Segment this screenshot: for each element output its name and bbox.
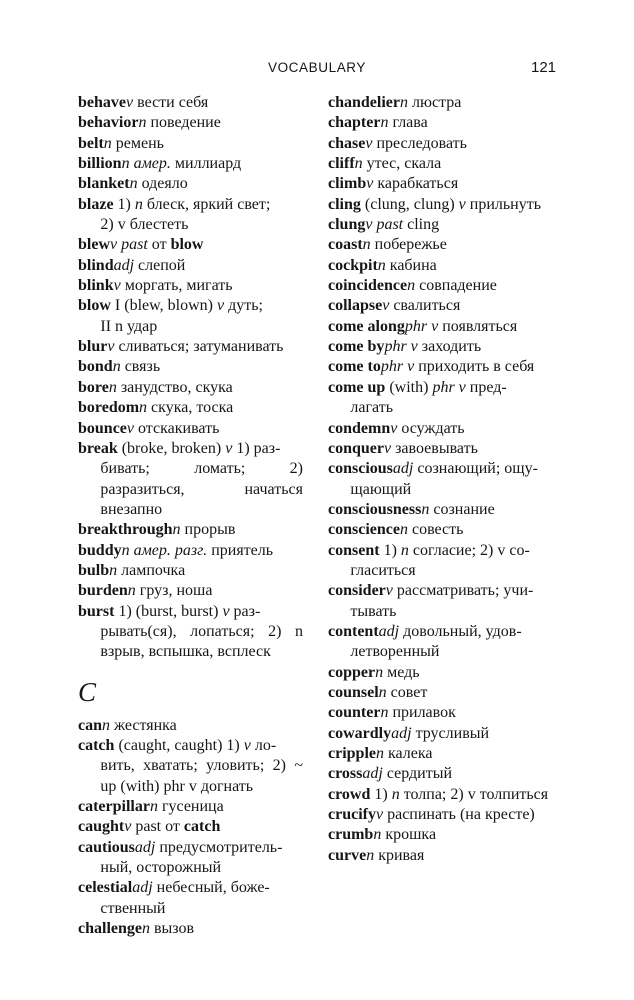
translation: связь — [120, 358, 161, 376]
grammar-label: v — [216, 297, 225, 315]
headword: cling — [328, 195, 361, 213]
translation: вызов — [150, 920, 195, 938]
translation: прильнуть — [465, 195, 542, 213]
headword: catch — [78, 736, 115, 754]
vocab-entry — [328, 439, 554, 459]
headword: boredom — [78, 399, 140, 417]
vocab-entry — [328, 805, 554, 825]
headword: caught — [78, 818, 125, 836]
headword: content — [328, 622, 379, 640]
translation: одеяло — [137, 175, 188, 193]
vocab-entry — [78, 174, 303, 194]
headword: conscious — [328, 460, 393, 478]
vocab-entry — [328, 154, 554, 174]
headword: come to — [328, 358, 381, 376]
entries-right — [328, 93, 554, 866]
headword: bore — [78, 378, 109, 396]
grammar-label: v — [126, 94, 134, 111]
vocab-entry — [78, 357, 303, 377]
vocab-entry — [328, 785, 554, 805]
translation: дуть; — [224, 297, 263, 315]
vocab-entry — [78, 581, 303, 601]
vocab-entry — [78, 296, 303, 337]
vocab-entry — [328, 256, 554, 276]
headword: break — [78, 439, 118, 457]
translation: раз- — [229, 602, 261, 620]
grammar-label: n — [376, 745, 384, 762]
grammar-label: adj — [392, 460, 414, 478]
translation: кривая — [374, 846, 425, 864]
grammar-label: n — [400, 94, 408, 111]
grammar-label: n — [138, 114, 147, 132]
headword: behavior — [78, 114, 139, 132]
translation: свалиться — [389, 297, 461, 315]
translation: слепой — [134, 256, 186, 274]
translation: блеск, яркий свет; — [142, 195, 271, 213]
headword: crumb — [328, 826, 374, 844]
headword: counsel — [328, 683, 379, 701]
entry-continuation: рывать(ся), лопаться; 2) n взрыв, вспышка, всплеск — [100, 622, 303, 661]
vocab-entry — [328, 744, 554, 764]
vocab-entry — [328, 235, 554, 255]
translation: люстра — [408, 94, 462, 111]
grammar-label: v — [107, 338, 115, 356]
vocab-entry — [78, 716, 303, 736]
headword: consider — [328, 582, 386, 600]
vocab-entry — [78, 256, 303, 276]
grammar-label: n — [380, 114, 389, 132]
translation: кабина — [385, 256, 437, 274]
translation: появляться — [438, 317, 518, 335]
forms-text: (caught, caught) 1) — [114, 736, 244, 754]
translation: cling — [403, 216, 440, 234]
translation: груз, ноша — [135, 582, 213, 600]
translation: сознание — [429, 500, 495, 518]
vocab-entry — [78, 154, 303, 174]
headword: challenge — [78, 920, 142, 938]
entry-continuation: щающий — [350, 480, 412, 498]
forms-text: (clung, clung) — [360, 195, 459, 213]
vocab-entry — [328, 459, 554, 500]
translation: миллиард — [170, 155, 242, 173]
page-number: 121 — [531, 59, 557, 76]
headword: condemn — [328, 419, 391, 437]
headword: blur — [78, 338, 108, 356]
entries-c — [78, 716, 303, 940]
headword: come up — [328, 378, 386, 396]
headword: coincidence — [328, 277, 408, 295]
headword: cowardly — [328, 724, 392, 742]
grammar-label: v — [390, 419, 398, 437]
translation: совпадение — [415, 277, 497, 295]
grammar-label: n — [354, 155, 363, 173]
vocab-entry — [78, 439, 303, 520]
entry-continuation: гласиться — [350, 561, 416, 579]
grammar-label: n — [391, 785, 400, 803]
grammar-label: n — [362, 236, 371, 254]
grammar-label: n — [139, 399, 148, 417]
headword: coast — [328, 236, 363, 254]
vocab-entry — [328, 113, 554, 133]
grammar-label: v — [385, 582, 393, 600]
right-column — [328, 93, 554, 866]
vocab-entry — [328, 378, 554, 419]
grammar-label: v — [366, 175, 374, 193]
vocab-entry — [78, 797, 303, 817]
headword: consciousness — [328, 500, 422, 518]
translation: небесный, боже- — [152, 879, 270, 897]
translation: приходить в себя — [414, 358, 535, 376]
translation: ремень — [111, 134, 164, 152]
entry-continuation: ный, осторожный — [100, 859, 222, 877]
translation: преследовать — [372, 134, 467, 152]
headword: chapter — [328, 114, 381, 132]
vocab-entry — [328, 846, 554, 866]
translation: 1) раз- — [232, 439, 281, 457]
translation: распинать (на кресте) — [383, 806, 535, 824]
translation: past от — [131, 818, 184, 836]
headword: come along — [328, 317, 405, 335]
running-head: VOCABULARY — [267, 60, 367, 75]
translation: прилавок — [388, 704, 456, 722]
vocab-entry — [78, 878, 303, 919]
headword: counter — [328, 704, 381, 722]
forms-text: (with) — [385, 378, 433, 396]
vocab-entry — [78, 541, 303, 561]
translation: калека — [384, 745, 433, 762]
vocab-entry — [328, 500, 554, 520]
forms-text: 1) — [113, 195, 135, 213]
vocab-entry — [328, 622, 554, 663]
headword: blink — [78, 277, 114, 295]
translation: приятель — [207, 541, 274, 559]
translation: сердитый — [382, 765, 453, 783]
translation: побережье — [370, 236, 447, 254]
headword: clung — [328, 216, 366, 234]
grammar-label: n — [103, 134, 112, 152]
translation: трусливый — [411, 724, 490, 742]
forms-text: (broke, broken) — [117, 439, 226, 457]
headword: blind — [78, 256, 114, 274]
headword: conquer — [328, 439, 384, 457]
translation: медь — [383, 663, 420, 681]
headword: collapse — [328, 297, 383, 315]
entries-b — [78, 93, 303, 663]
vocab-entry — [78, 337, 303, 357]
grammar-label: adj — [132, 879, 153, 897]
vocab-entry — [78, 276, 303, 296]
entry-continuation: ственный — [100, 899, 166, 917]
grammar-label: v — [458, 195, 466, 213]
vocab-entry — [328, 541, 554, 582]
grammar-label: n — [108, 378, 117, 396]
vocab-entry — [328, 663, 554, 683]
translation: сознающий; ощу- — [413, 460, 538, 478]
translation: ло- — [250, 736, 277, 754]
grammar-label: n — [377, 256, 386, 274]
cross-ref-headword: catch — [183, 818, 221, 836]
vocab-entry — [328, 134, 554, 154]
entry-continuation: лагать — [350, 399, 394, 417]
headword: cliff — [328, 155, 355, 173]
vocab-entry — [328, 703, 554, 723]
grammar-label: phr v — [404, 317, 439, 335]
translation: занудство, скука — [116, 378, 233, 396]
vocab-entry — [78, 561, 303, 581]
headword: copper — [328, 663, 376, 681]
forms-text: 1) (burst, burst) — [114, 602, 223, 620]
headword: climb — [328, 175, 367, 193]
translation: утес, скала — [362, 155, 442, 173]
grammar-label: n — [366, 846, 375, 864]
headword: chandelier — [328, 94, 400, 111]
translation: рассматривать; учи- — [392, 582, 534, 600]
translation: отскакивать — [134, 419, 220, 437]
forms-text: I (blew, blown) — [110, 297, 217, 315]
grammar-label: n — [400, 541, 409, 559]
headword: blew — [78, 236, 110, 254]
grammar-label: n — [172, 521, 181, 539]
translation: заходить — [417, 338, 482, 356]
headword: conscience — [328, 521, 400, 539]
grammar-label: adj — [113, 256, 135, 274]
vocab-entry — [328, 764, 554, 784]
vocab-entry — [328, 317, 554, 337]
translation: предусмотритель- — [155, 838, 283, 856]
entry-continuation: 2) v блестеть — [100, 216, 189, 234]
vocab-entry — [328, 683, 554, 703]
translation: крошка — [381, 826, 437, 844]
vocab-entry — [328, 520, 554, 540]
headword: burst — [78, 602, 115, 620]
grammar-label: phr v — [384, 338, 418, 356]
translation: завоевывать — [391, 439, 478, 457]
grammar-label: adj — [378, 622, 400, 640]
grammar-label: n — [399, 521, 408, 539]
grammar-label: v — [124, 818, 132, 836]
headword: curve — [328, 846, 367, 864]
translation: вести себя — [133, 94, 209, 111]
grammar-label: n — [407, 277, 416, 295]
grammar-label: n — [112, 358, 121, 376]
vocab-entry — [328, 195, 554, 215]
translation: жестянка — [110, 716, 177, 734]
grammar-label: v past — [365, 216, 404, 234]
translation: моргать, мигать — [120, 277, 233, 295]
grammar-label: n — [149, 798, 158, 815]
translation: согласие; 2) v со- — [408, 541, 530, 559]
vocab-entry — [328, 296, 554, 316]
grammar-label: adj — [134, 838, 156, 856]
headword: come by — [328, 338, 385, 356]
grammar-label: adj — [391, 724, 412, 742]
vocab-entry — [328, 215, 554, 235]
translation: карабкаться — [373, 175, 459, 193]
grammar-label: v — [126, 419, 135, 437]
translation: лампочка — [117, 561, 186, 579]
grammar-label: n — [142, 920, 150, 938]
translation: прорыв — [180, 521, 236, 539]
headword: crowd — [328, 785, 371, 803]
translation: совет — [386, 683, 428, 701]
grammar-label: v — [375, 806, 384, 824]
grammar-label: n — [378, 683, 387, 701]
grammar-label: n — [380, 704, 389, 722]
cross-ref-headword: blow — [170, 236, 204, 254]
vocab-entry — [78, 817, 303, 837]
grammar-label: v — [365, 134, 373, 152]
translation: довольный, удов- — [399, 622, 522, 640]
headword: breakthrough — [78, 521, 173, 539]
translation: осуждать — [397, 419, 465, 437]
headword: blow — [78, 297, 111, 315]
vocab-entry — [78, 113, 303, 133]
forms-text: 1) — [379, 541, 401, 559]
headword: behave — [78, 94, 126, 111]
vocab-entry — [328, 174, 554, 194]
headword: buddy — [78, 541, 122, 559]
entry-continuation: II n удар — [100, 317, 158, 335]
grammar-label: n — [129, 175, 138, 193]
translation: поведение — [146, 114, 221, 132]
translation: сливаться; затуманивать — [114, 338, 284, 356]
grammar-label: phr v — [380, 358, 415, 376]
grammar-label: v — [225, 439, 233, 457]
headword: bounce — [78, 419, 127, 437]
headword: cautious — [78, 838, 135, 856]
vocab-entry — [328, 581, 554, 622]
vocab-entry — [78, 919, 303, 939]
grammar-label: v — [222, 602, 230, 620]
vocab-entry — [78, 838, 303, 879]
translation: скука, тоска — [147, 399, 234, 417]
vocab-entry — [328, 276, 554, 296]
grammar-label: n — [421, 500, 430, 518]
grammar-label: phr v — [432, 378, 466, 396]
headword: blaze — [78, 195, 114, 213]
grammar-label: n амер. — [121, 155, 171, 173]
grammar-label: n амер. разг. — [121, 541, 208, 559]
headword: belt — [78, 134, 104, 152]
headword: consent — [328, 541, 380, 559]
vocab-entry — [328, 825, 554, 845]
vocab-entry — [328, 337, 554, 357]
grammar-label: n — [373, 826, 382, 844]
headword: billion — [78, 155, 122, 173]
vocab-entry — [328, 357, 554, 377]
grammar-label: v past — [110, 236, 148, 254]
headword: blanket — [78, 175, 130, 193]
vocab-entry — [78, 378, 303, 398]
vocab-entry — [78, 398, 303, 418]
headword: celestial — [78, 879, 133, 897]
vocab-entry — [328, 419, 554, 439]
entry-continuation: тывать — [350, 602, 397, 620]
vocab-entry — [78, 602, 303, 663]
translation: от — [147, 236, 171, 254]
headword: cripple — [328, 745, 376, 762]
grammar-label: adj — [362, 765, 383, 783]
entry-continuation: летворенный — [350, 643, 440, 661]
headword: burden — [78, 582, 128, 600]
vocab-entry — [78, 736, 303, 797]
translation: толпа; 2) v толпиться — [399, 785, 549, 803]
vocab-entry — [328, 724, 554, 744]
vocab-entry — [78, 520, 303, 540]
grammar-label: v — [382, 297, 390, 315]
grammar-label: v — [243, 736, 251, 754]
vocab-entry — [78, 134, 303, 154]
translation: глава — [388, 114, 428, 132]
grammar-label: n — [375, 663, 384, 681]
forms-text: 1) — [370, 785, 392, 803]
left-column — [78, 93, 303, 939]
grammar-label: n — [134, 195, 143, 213]
headword: cross — [328, 765, 363, 783]
grammar-label: n — [127, 582, 136, 600]
grammar-label: n — [102, 716, 110, 734]
vocab-entry — [328, 93, 554, 113]
entry-continuation: бивать; ломать; 2) разразиться, начаться внезапно — [100, 460, 303, 518]
vocab-entry — [78, 235, 303, 255]
vocab-entry — [78, 419, 303, 439]
vocab-entry — [78, 93, 303, 113]
headword: caterpillar — [78, 798, 150, 815]
headword: can — [78, 716, 102, 734]
grammar-label: v — [113, 277, 121, 295]
headword: bond — [78, 358, 113, 376]
grammar-label: v — [384, 439, 392, 457]
grammar-label: n — [109, 561, 118, 579]
headword: cockpit — [328, 256, 378, 274]
entry-continuation: вить, хватать; уловить; 2) ~ up (with) phr v догнать — [100, 757, 303, 795]
headword: bulb — [78, 561, 110, 579]
translation: совесть — [407, 521, 464, 539]
vocab-entry — [78, 195, 303, 236]
headword: crucify — [328, 806, 376, 824]
headword: chase — [328, 134, 366, 152]
translation: гусеница — [157, 798, 224, 815]
translation: пред- — [465, 378, 507, 396]
section-letter: C — [78, 676, 97, 707]
